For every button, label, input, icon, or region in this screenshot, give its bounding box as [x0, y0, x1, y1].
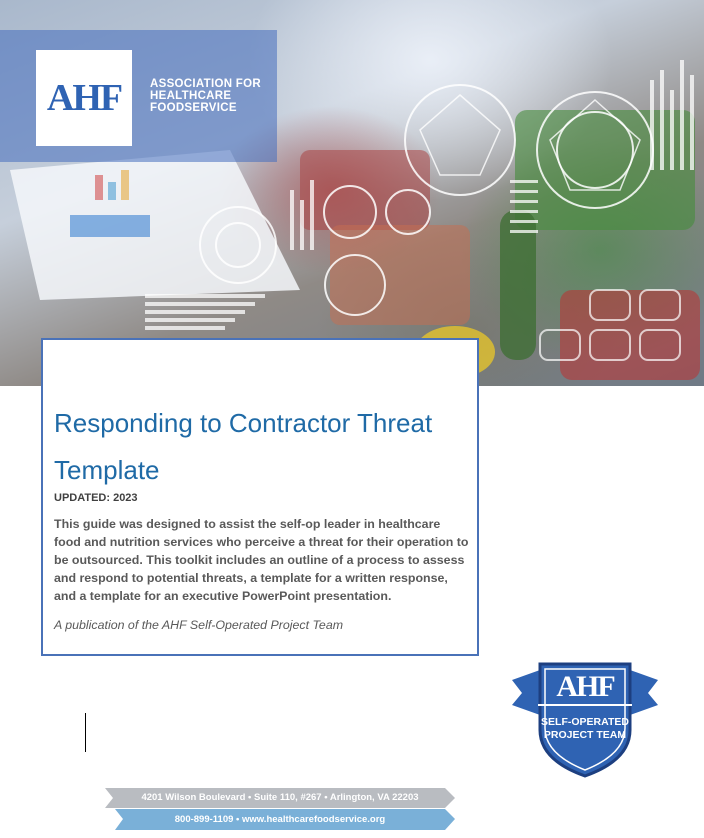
self-operated-badge — [510, 660, 660, 785]
updated-date: UPDATED: 2023 — [54, 492, 138, 504]
badge-line-1: SELF-OPERATED — [541, 716, 629, 728]
badge-line-2: PROJECT TEAM — [543, 729, 627, 741]
document-description: This guide was designed to assist the self-op leader in healthcare food and nutrition services who perceive a threat for their operation to be outsourced. This toolkit includes an outline of a process to assess and respond to potential threats, a template for a written response, and a template for an executive PowerPoint presentation. — [54, 517, 469, 603]
ahf-logo — [36, 50, 132, 146]
title-box — [41, 338, 479, 656]
document-title: Responding to Contractor Threat Template — [54, 408, 433, 485]
hero-image — [0, 0, 704, 386]
logo-panel — [0, 30, 277, 162]
text-cursor — [85, 713, 86, 752]
publication-credit: A publication of the AHF Self-Operated Project Team — [54, 618, 344, 632]
footer-address: 4201 Wilson Boulevard • Suite 110, #267 • Arlington, VA 22203 — [141, 792, 419, 803]
footer-banner — [105, 788, 455, 830]
footer-contact: 800-899-1109 • www.healthcarefoodservice.org — [174, 814, 386, 825]
badge-logo-mark: AHF — [556, 670, 614, 703]
organization-name: ASSOCIATION FOR HEALTHCARE FOODSERVICE — [150, 78, 261, 114]
ahf-logo-mark: AHF — [46, 77, 122, 119]
